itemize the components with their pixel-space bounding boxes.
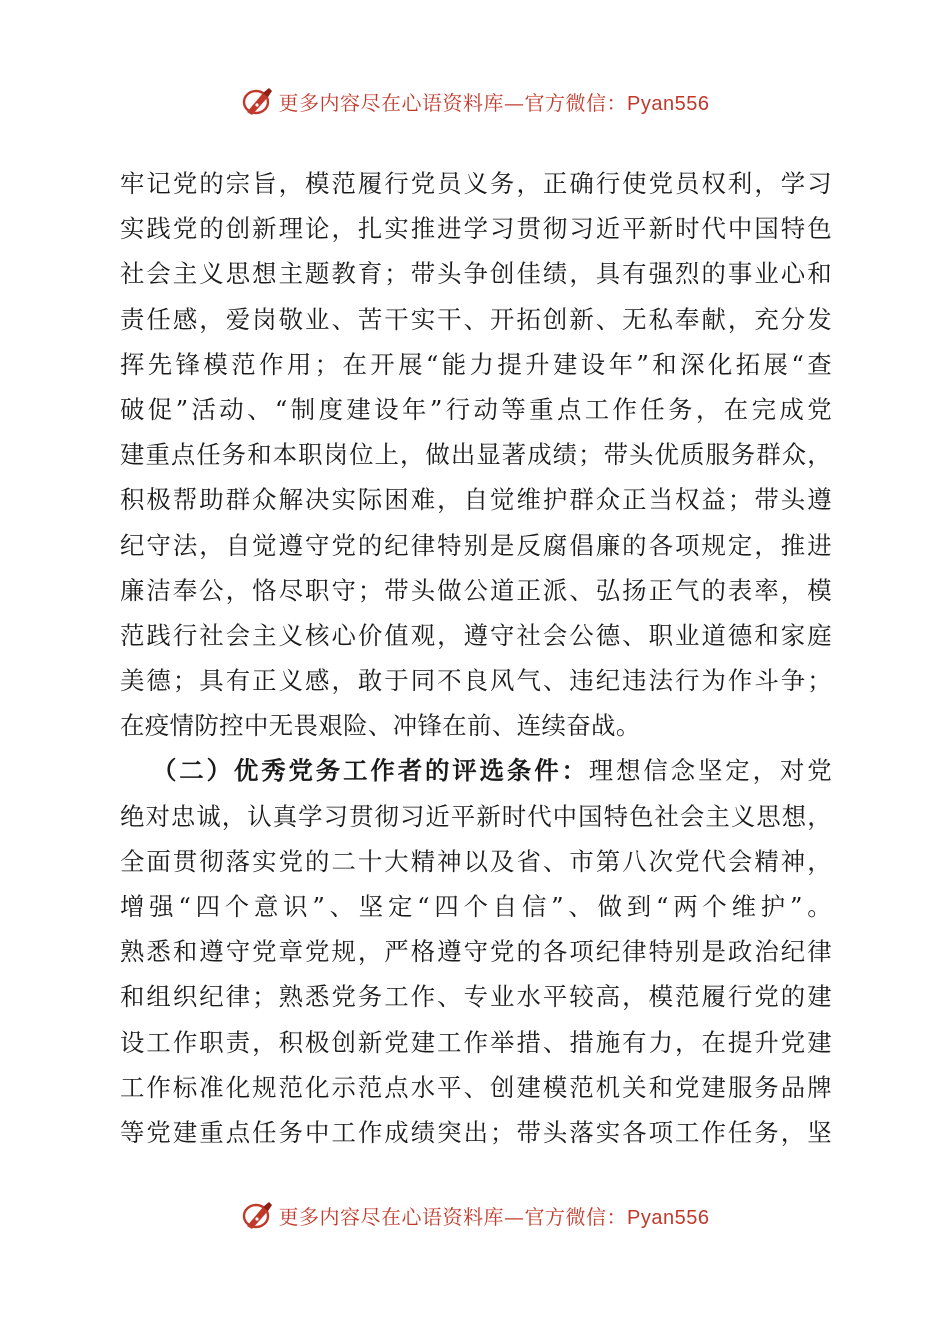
text-line: 工作标准化规范化示范点水平、创建模范机关和党建服务品牌	[120, 1072, 832, 1102]
header-wechat-id: Pyan556	[627, 92, 710, 115]
text-line: 全面贯彻落实党的二十大精神以及省、市第八次党代会精神，	[120, 846, 832, 876]
header-banner	[0, 81, 950, 121]
text-line: 设工作职责，积极创新党建工作举措、措施有力，在提升党建	[120, 1027, 832, 1057]
text-line: 增强“四个意识”、坚定“四个自信”、做到“两个维护”。	[120, 892, 832, 921]
pen-nib-logo-icon	[241, 1198, 275, 1232]
text-line: 建重点任务和本职岗位上，做出显著成绩；带头优质服务群众，	[120, 440, 832, 470]
text-line: 牢记党的宗旨，模范履行党员义务，正确行使党员权利，学习	[120, 169, 832, 198]
text-line: 熟悉和遵守党章党规，严格遵守党的各项纪律特别是政治纪律	[120, 937, 832, 967]
text-line: 社会主义思想主题教育；带头争创佳绩，具有强烈的事业心和	[120, 259, 832, 289]
text-line: 破促”活动、“制度建设年”行动等重点工作任务，在完成党	[120, 394, 832, 424]
text-line: 绝对忠诚，认真学习贯彻习近平新时代中国特色社会主义思想，	[120, 801, 832, 831]
heading-continuation: 理想信念坚定，对党	[588, 756, 832, 786]
text-line: 和组织纪律；熟悉党务工作、专业水平较高，模范履行党的建	[120, 982, 832, 1012]
footer-wechat-id: Pyan556	[627, 1206, 710, 1229]
text-line: 挥先锋模范作用；在开展“能力提升建设年”和深化拓展“查	[120, 349, 832, 379]
text-line: 美德；具有正义感，敢于同不良风气、违纪违法行为作斗争；	[120, 666, 832, 696]
text-line: 范践行社会主义核心价值观，遵守社会公德、职业道德和家庭	[120, 620, 832, 650]
text-line	[120, 748, 832, 793]
header-banner-text: 更多内容尽在心语资料库—官方微信：Pyan556	[278, 90, 710, 115]
text-line: 积极帮助群众解决实际困难，自觉维护群众正当权益；带头遵	[120, 485, 832, 515]
text-line: 等党建重点任务中工作成绩突出；带头落实各项工作任务，坚	[120, 1117, 832, 1147]
text-line: 责任感，爱岗敬业、苦干实干、开拓创新、无私奉献，充分发	[120, 304, 832, 334]
text-line: 实践党的创新理论，扎实推进学习贯彻习近平新时代中国特色	[120, 214, 832, 244]
paragraph-1	[120, 161, 832, 748]
pen-nib-logo-icon	[241, 84, 275, 118]
document-body	[120, 161, 832, 1155]
text-line: 廉洁奉公，恪尽职守；带头做公道正派、弘扬正气的表率，模	[120, 575, 832, 605]
text-line: 在疫情防控中无畏艰险、冲锋在前、连续奋战。	[120, 711, 641, 741]
text-line: 纪守法，自觉遵守党的纪律特别是反腐倡廉的各项规定，推进	[120, 530, 832, 560]
paragraph-2	[120, 748, 832, 1155]
footer-banner-text: 更多内容尽在心语资料库—官方微信：Pyan556	[278, 1204, 710, 1229]
section-heading: （二）优秀党务工作者的评选条件：	[152, 756, 589, 786]
footer-banner	[0, 1195, 950, 1235]
